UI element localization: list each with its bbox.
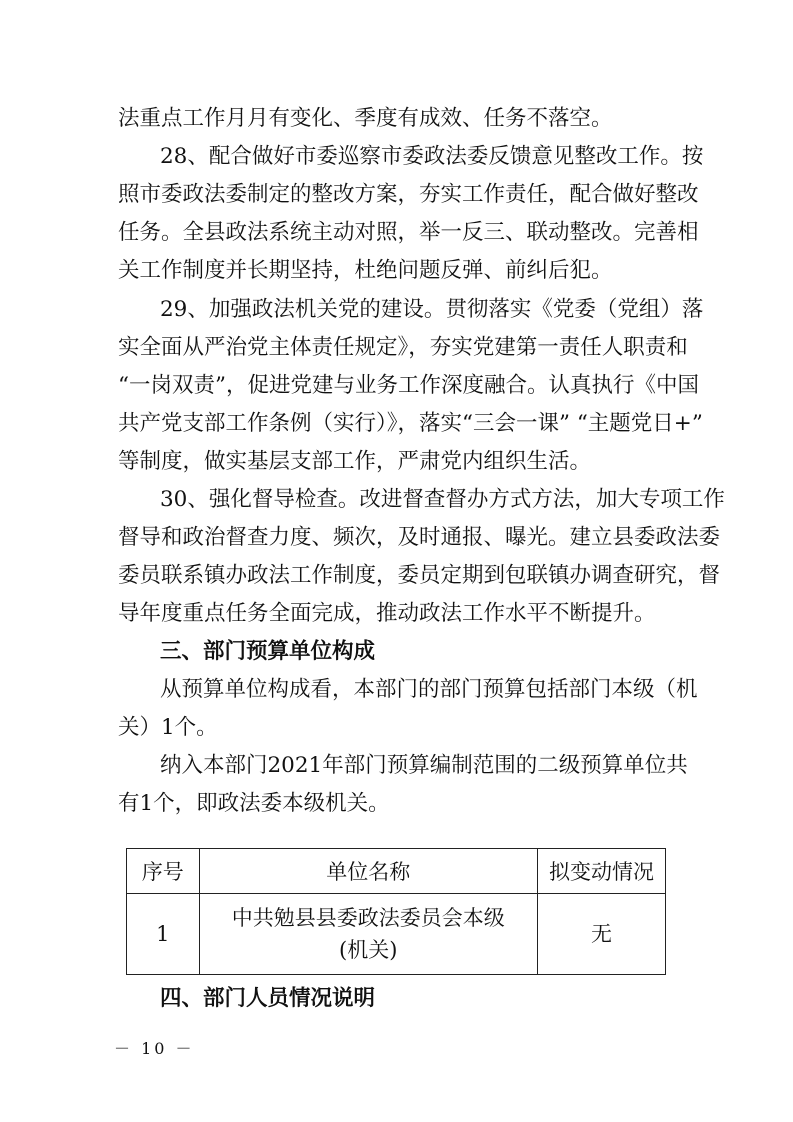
- section-3-line: 纳入本部门2021年部门预算编制范围的二级预算单位共: [160, 753, 688, 778]
- table-header-row: [127, 849, 666, 894]
- budget-units-table: [126, 848, 666, 975]
- cell-unit-name: [199, 894, 537, 975]
- paragraph-28-line: 28、配合做好市委巡察市委政法委反馈意见整改工作。按: [160, 144, 704, 169]
- section-3-line: 有1个，即政法委本级机关。: [118, 791, 390, 816]
- page-number: － 10 －: [114, 1039, 195, 1058]
- unit-name-line1: 中共勉县县委政法委员会本级: [231, 906, 505, 930]
- unit-name-line2: (机关): [339, 938, 398, 962]
- paragraph-30-line: 30、强化督导检查。改进督查督办方式方法，加大专项工作: [160, 487, 725, 512]
- section-4-heading: 四、部门人员情况说明: [160, 986, 376, 1011]
- section-3-line: 从预算单位构成看，本部门的部门预算包括部门本级（机: [160, 677, 698, 702]
- paragraph-28-line: 任务。全县政法系统主动对照，举一反三、联动整改。完善相: [118, 220, 699, 245]
- paragraph-30-line: 委员联系镇办政法工作制度，委员定期到包联镇办调查研究，督: [118, 563, 721, 588]
- paragraph-30-line: 导年度重点任务全面完成，推动政法工作水平不断提升。: [118, 601, 656, 626]
- header-index: 序号: [127, 849, 200, 894]
- paragraph-29-line: 等制度，做实基层支部工作，严肃党内组织生活。: [118, 449, 592, 474]
- paragraph-29-line: “一岗双责”，促进党建与业务工作深度融合。认真执行《中国: [118, 373, 699, 398]
- paragraph-28-line: 关工作制度并长期坚持，杜绝问题反弹、前纠后犯。: [118, 258, 613, 283]
- cell-change: 无: [537, 894, 665, 975]
- paragraph-28-line: 照市委政法委制定的整改方案，夯实工作责任，配合做好整改: [118, 182, 699, 207]
- section-3-line: 关）1个。: [118, 715, 218, 740]
- paragraph-line: 法重点工作月月有变化、季度有成效、任务不落空。: [118, 106, 613, 131]
- cell-index: 1: [127, 894, 200, 975]
- paragraph-30-line: 督导和政治督查力度、频次，及时通报、曝光。建立县委政法委: [118, 525, 721, 550]
- paragraph-29-line: 共产党支部工作条例（实行）》，落实“三会一课” “主题党日+”: [118, 411, 703, 436]
- paragraph-29-line: 29、加强政法机关党的建设。贯彻落实《党委（党组）落: [160, 297, 704, 322]
- section-3-heading: 三、部门预算单位构成: [160, 639, 376, 664]
- header-change: 拟变动情况: [537, 849, 665, 894]
- table-row: [127, 894, 666, 975]
- header-unit-name: 单位名称: [199, 849, 537, 894]
- paragraph-29-line: 实全面从严治党主体责任规定》，夯实党建第一责任人职责和: [118, 335, 688, 360]
